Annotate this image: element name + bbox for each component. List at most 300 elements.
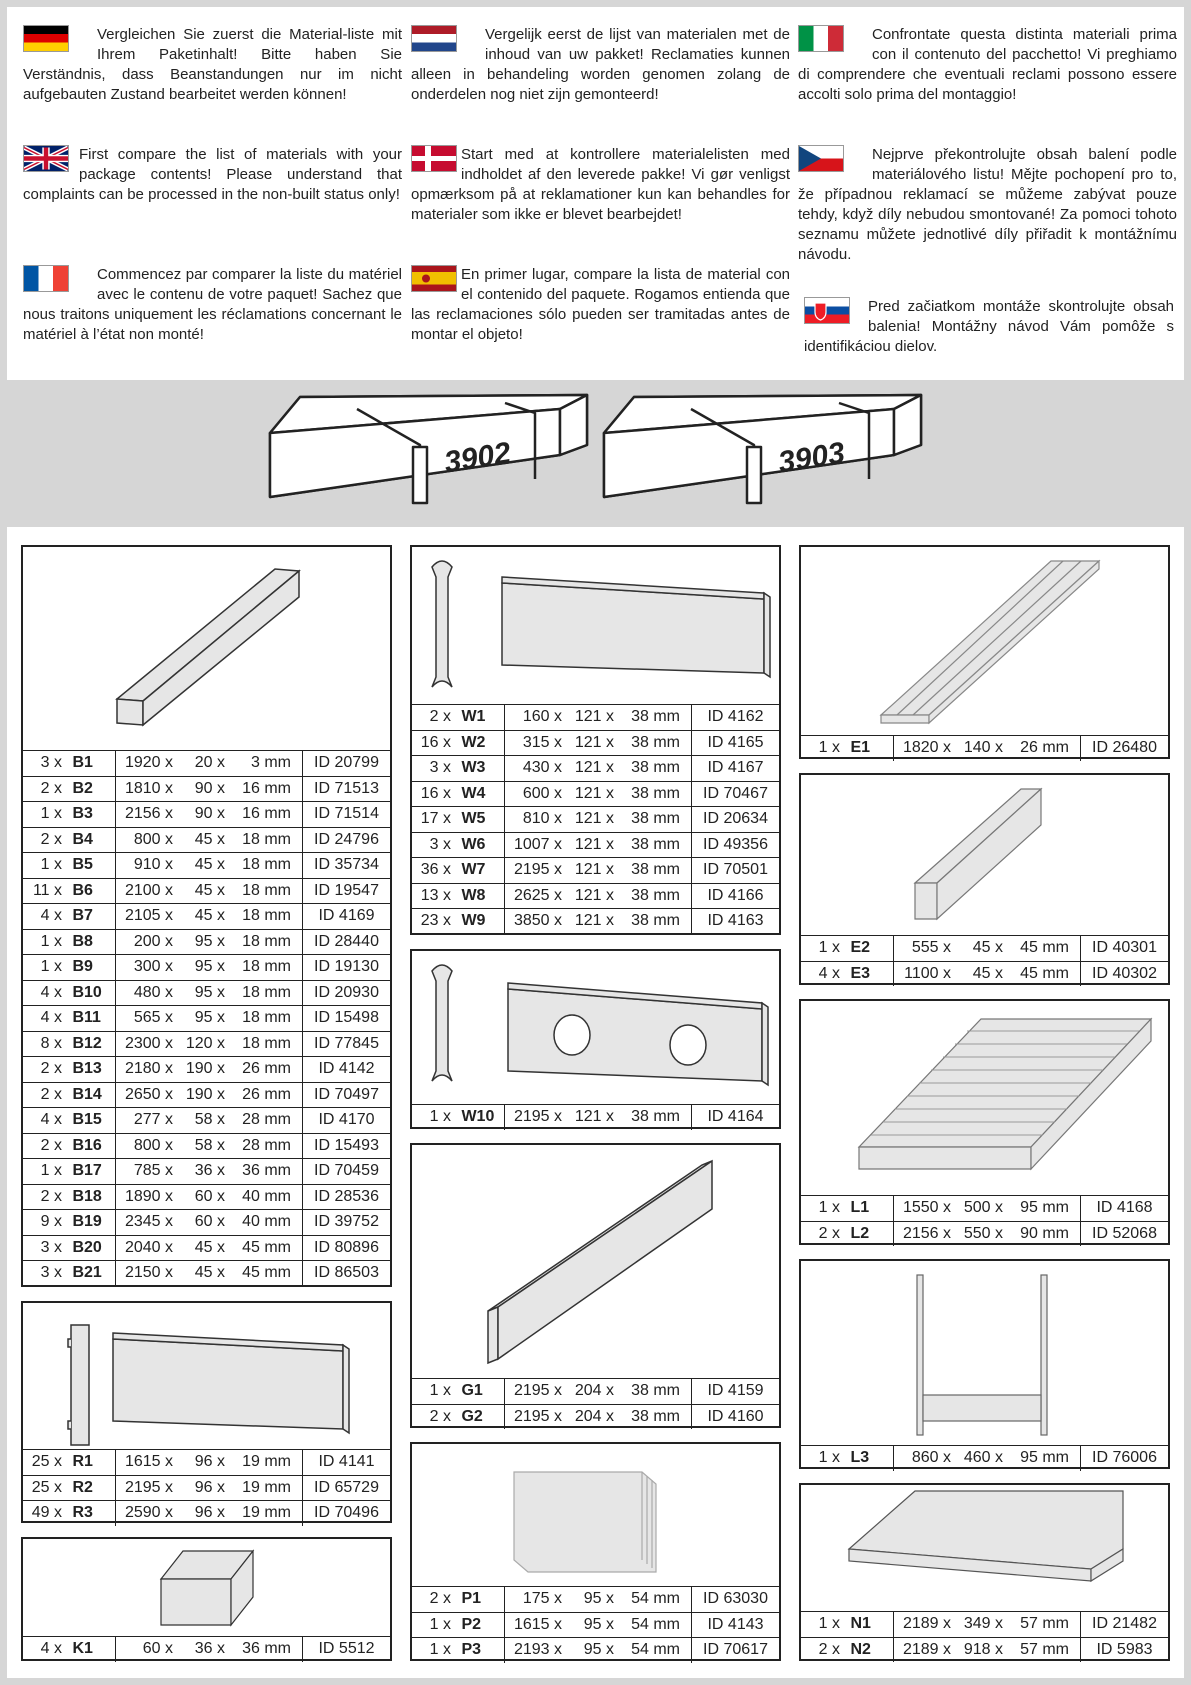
- part-id: ID 39752: [303, 1210, 391, 1236]
- part-code: E1: [850, 739, 871, 757]
- part-width: 460 x: [963, 1449, 1003, 1467]
- notice-text: Confrontate questa distinta materiali prima con il contenuto del pacchetto! Vi preghiamo di comprendere che eventuali reclami possono essere accolti solo prima del montaggio!: [798, 26, 1177, 103]
- part-qty: 2 x: [40, 1085, 62, 1103]
- part-image-b: [23, 547, 390, 751]
- part-row: [412, 705, 779, 730]
- part-code: B1: [72, 754, 93, 772]
- part-thickness: 54 mm: [631, 1641, 680, 1659]
- part-code: W1: [461, 708, 486, 726]
- part-thickness: 26 mm: [242, 1060, 291, 1078]
- part-qty: 2 x: [818, 1640, 840, 1658]
- part-length: 1550 x: [902, 1199, 951, 1217]
- part-thickness: 95 mm: [1020, 1449, 1069, 1467]
- part-row: [23, 751, 390, 776]
- part-id: ID 80896: [303, 1235, 391, 1261]
- part-qty: 8 x: [40, 1034, 62, 1052]
- part-code: G2: [461, 1407, 483, 1425]
- part-qty: 4 x: [40, 983, 62, 1001]
- part-qty-code: [412, 1404, 505, 1429]
- part-length: 800 x: [133, 1136, 173, 1154]
- part-qty: 2 x: [40, 1136, 62, 1154]
- part-qty-code: [801, 961, 894, 986]
- part-id: ID 4143: [692, 1612, 780, 1638]
- part-id: ID 4164: [692, 1105, 780, 1130]
- part-image-l: [801, 1001, 1168, 1196]
- part-dimensions: [116, 853, 303, 879]
- part-width: 45 x: [194, 1238, 225, 1256]
- part-qty-code: [23, 1235, 116, 1261]
- part-dimensions: [116, 1159, 303, 1185]
- part-qty-code: [412, 1638, 505, 1663]
- part-length: 2195 x: [513, 1382, 562, 1400]
- part-qty: 1 x: [40, 1162, 62, 1180]
- part-id: ID 52068: [1081, 1221, 1169, 1246]
- part-qty: 1 x: [818, 1615, 840, 1633]
- part-qty-code: [801, 1196, 894, 1221]
- part-qty-code: [412, 858, 505, 884]
- gb-flag-icon: [23, 145, 69, 172]
- part-width: 95 x: [194, 983, 225, 1001]
- package-box-2: [604, 395, 921, 503]
- part-group-r: [21, 1301, 392, 1523]
- part-dimensions: [505, 832, 692, 858]
- part-row: [412, 756, 779, 782]
- part-thickness: 36 mm: [242, 1162, 291, 1180]
- part-row: [412, 883, 779, 909]
- part-length: 1920 x: [124, 754, 173, 772]
- part-width: 45 x: [194, 856, 225, 874]
- part-qty: 2 x: [40, 1060, 62, 1078]
- part-qty-code: [23, 1006, 116, 1032]
- part-dimensions: [116, 1235, 303, 1261]
- part-length: 1007 x: [513, 835, 562, 853]
- part-dimensions: [116, 1475, 303, 1501]
- part-thickness: 38 mm: [631, 733, 680, 751]
- part-qty-code: [412, 807, 505, 833]
- part-code: P2: [461, 1615, 482, 1633]
- part-dimensions: [116, 980, 303, 1006]
- part-code: B16: [72, 1136, 102, 1154]
- part-thickness: 38 mm: [631, 835, 680, 853]
- part-thickness: 57 mm: [1020, 1640, 1069, 1658]
- part-dimensions: [116, 1210, 303, 1236]
- part-dimensions: [116, 1501, 303, 1526]
- part-width: 550 x: [963, 1224, 1003, 1242]
- part-length: 60 x: [142, 1640, 173, 1658]
- part-length: 2345 x: [124, 1213, 173, 1231]
- part-qty: 3 x: [40, 1264, 62, 1282]
- part-dimensions: [116, 904, 303, 930]
- part-length: 200 x: [133, 932, 173, 950]
- part-image-e1: [801, 547, 1168, 736]
- part-qty-code: [412, 1105, 505, 1130]
- part-qty: 1 x: [429, 1108, 451, 1126]
- part-width: 121 x: [574, 759, 614, 777]
- part-qty: 11 x: [32, 881, 62, 899]
- part-dimensions: [894, 1446, 1081, 1471]
- part-row: [23, 878, 390, 904]
- part-length: 600 x: [522, 784, 562, 802]
- part-qty-code: [412, 832, 505, 858]
- part-thickness: 54 mm: [631, 1615, 680, 1633]
- parts-table: [801, 1446, 1168, 1471]
- part-width: 500 x: [963, 1199, 1003, 1217]
- part-thickness: 38 mm: [631, 861, 680, 879]
- part-row: [23, 904, 390, 930]
- part-length: 2195 x: [513, 1108, 562, 1126]
- part-dimensions: [505, 1105, 692, 1130]
- part-group-l3: [799, 1259, 1170, 1469]
- part-length: 1820 x: [902, 739, 951, 757]
- part-image-r: [23, 1303, 390, 1450]
- part-code: B2: [72, 779, 93, 797]
- part-qty-code: [23, 751, 116, 776]
- part-image-p: [412, 1444, 779, 1587]
- part-qty: 1 x: [40, 856, 62, 874]
- part-width: 45 x: [972, 964, 1003, 982]
- part-code: P1: [461, 1590, 482, 1608]
- part-code: B6: [72, 881, 93, 899]
- part-qty: 2 x: [429, 1590, 451, 1608]
- part-qty-code: [23, 1261, 116, 1286]
- part-qty: 1 x: [40, 932, 62, 950]
- it-flag-icon: [798, 25, 844, 52]
- part-dimensions: [116, 1133, 303, 1159]
- part-width: 121 x: [574, 784, 614, 802]
- part-dimensions: [116, 776, 303, 802]
- part-qty: 1 x: [818, 739, 840, 757]
- part-qty: 17 x: [420, 810, 451, 828]
- part-code: E3: [850, 964, 871, 982]
- part-image-w10: [412, 951, 779, 1105]
- part-image-e: [801, 775, 1168, 936]
- part-row: [23, 1031, 390, 1057]
- part-id: ID 19130: [303, 955, 391, 981]
- part-row: [23, 1501, 390, 1526]
- part-qty-code: [23, 980, 116, 1006]
- part-row: [412, 807, 779, 833]
- part-length: 2625 x: [513, 886, 562, 904]
- part-id: ID 5512: [303, 1637, 391, 1662]
- part-dimensions: [505, 705, 692, 730]
- part-qty: 25 x: [31, 1478, 62, 1496]
- part-width: 58 x: [194, 1136, 225, 1154]
- part-width: 120 x: [185, 1034, 225, 1052]
- part-qty-code: [801, 1637, 894, 1662]
- part-code: G1: [461, 1382, 483, 1400]
- part-width: 140 x: [963, 739, 1003, 757]
- part-thickness: 19 mm: [242, 1453, 291, 1471]
- part-id: ID 65729: [303, 1475, 391, 1501]
- part-width: 204 x: [574, 1407, 614, 1425]
- part-code: W10: [461, 1108, 495, 1126]
- part-qty: 4 x: [818, 964, 840, 982]
- part-length: 1810 x: [124, 779, 173, 797]
- part-code: B3: [72, 805, 93, 823]
- part-dimensions: [116, 929, 303, 955]
- part-group-e: [799, 773, 1170, 985]
- part-width: 95 x: [583, 1615, 614, 1633]
- part-row: [23, 1057, 390, 1083]
- part-width: 121 x: [574, 810, 614, 828]
- notice-text: Commencez par comparer la liste du matériel avec le contenu de votre paquet! Sachez que nous traitons uniquement les réclamations concernant le matériel à l’état non monté!: [23, 266, 402, 343]
- notice-cz: [798, 145, 1177, 265]
- part-width: 349 x: [963, 1615, 1003, 1633]
- part-length: 1890 x: [124, 1187, 173, 1205]
- part-thickness: 18 mm: [242, 1034, 291, 1052]
- part-qty: 1 x: [429, 1382, 451, 1400]
- part-length: 2156 x: [902, 1224, 951, 1242]
- part-length: 1615 x: [124, 1453, 173, 1471]
- part-dimensions: [116, 751, 303, 776]
- part-id: ID 4165: [692, 730, 780, 756]
- parts-table: [801, 1196, 1168, 1246]
- part-code: B15: [72, 1111, 102, 1129]
- part-dimensions: [505, 1404, 692, 1429]
- part-qty-code: [801, 936, 894, 961]
- part-thickness: 38 mm: [631, 1382, 680, 1400]
- part-dimensions: [505, 756, 692, 782]
- part-id: ID 49356: [692, 832, 780, 858]
- part-length: 2040 x: [124, 1238, 173, 1256]
- part-row: [23, 1184, 390, 1210]
- part-row: [23, 1235, 390, 1261]
- part-qty-code: [23, 1108, 116, 1134]
- part-width: 190 x: [185, 1085, 225, 1103]
- notice-panel: [7, 7, 1184, 380]
- package-number: 3903: [775, 436, 848, 480]
- parts-table: [412, 1587, 779, 1663]
- part-thickness: 18 mm: [242, 856, 291, 874]
- parts-table: [23, 751, 390, 1286]
- part-qty-code: [23, 1637, 116, 1662]
- part-code: W8: [461, 886, 486, 904]
- part-row: [23, 827, 390, 853]
- part-code: W4: [461, 784, 486, 802]
- part-image-g: [412, 1145, 779, 1379]
- part-row: [23, 1450, 390, 1475]
- part-code: B9: [72, 958, 93, 976]
- part-row: [412, 1587, 779, 1612]
- part-qty: 23 x: [420, 912, 451, 930]
- part-qty-code: [23, 1210, 116, 1236]
- part-thickness: 18 mm: [242, 983, 291, 1001]
- notice-gb: [23, 145, 402, 205]
- notice-it: [798, 25, 1177, 105]
- part-length: 160 x: [522, 708, 562, 726]
- part-thickness: 38 mm: [631, 886, 680, 904]
- part-thickness: 18 mm: [242, 907, 291, 925]
- part-thickness: 18 mm: [242, 932, 291, 950]
- package-illustration: [0, 385, 1191, 525]
- notice-nl: [411, 25, 790, 105]
- part-thickness: 19 mm: [242, 1478, 291, 1496]
- part-code: W6: [461, 835, 486, 853]
- part-dimensions: [894, 1612, 1081, 1637]
- part-code: L3: [850, 1449, 870, 1467]
- part-qty: 4 x: [40, 1111, 62, 1129]
- part-length: 315 x: [522, 733, 562, 751]
- part-group-w: [410, 545, 781, 935]
- part-id: ID 4162: [692, 705, 780, 730]
- part-id: ID 4166: [692, 883, 780, 909]
- part-id: ID 86503: [303, 1261, 391, 1286]
- part-dimensions: [116, 1261, 303, 1286]
- part-id: ID 71513: [303, 776, 391, 802]
- part-dimensions: [116, 1450, 303, 1475]
- part-width: 90 x: [194, 779, 225, 797]
- part-width: 121 x: [574, 861, 614, 879]
- part-qty-code: [23, 1475, 116, 1501]
- part-row: [23, 1475, 390, 1501]
- part-dimensions: [116, 1184, 303, 1210]
- part-length: 2105 x: [124, 907, 173, 925]
- part-code: B4: [72, 830, 93, 848]
- part-id: ID 19547: [303, 878, 391, 904]
- part-length: 810 x: [522, 810, 562, 828]
- part-code: W9: [461, 912, 486, 930]
- part-row: [23, 955, 390, 981]
- part-dimensions: [116, 827, 303, 853]
- part-row: [801, 961, 1168, 986]
- part-id: ID 4168: [1081, 1196, 1169, 1221]
- part-group-p: [410, 1442, 781, 1661]
- part-code: B8: [72, 932, 93, 950]
- part-length: 480 x: [133, 983, 173, 1001]
- part-length: 2193 x: [513, 1641, 562, 1659]
- part-row: [23, 1637, 390, 1662]
- part-thickness: 95 mm: [1020, 1199, 1069, 1217]
- part-width: 95 x: [194, 958, 225, 976]
- part-row: [23, 929, 390, 955]
- part-dimensions: [505, 1638, 692, 1663]
- part-code: N1: [850, 1615, 871, 1633]
- part-row: [412, 1612, 779, 1638]
- part-thickness: 18 mm: [242, 1009, 291, 1027]
- part-group-k: [21, 1537, 392, 1661]
- part-row: [23, 802, 390, 828]
- part-width: 95 x: [583, 1590, 614, 1608]
- part-width: 121 x: [574, 886, 614, 904]
- part-length: 277 x: [133, 1111, 173, 1129]
- part-width: 20 x: [194, 754, 225, 772]
- part-dimensions: [116, 955, 303, 981]
- part-code: R1: [72, 1453, 93, 1471]
- part-width: 60 x: [194, 1213, 225, 1231]
- part-id: ID 26480: [1081, 736, 1169, 761]
- notice-text: Start med at kontrollere materialelisten med indholdet af den leverede pakke! Vi gør venligst opmærksom på at reklamationer kun kan behandles for materialer som ikke er blevet bearbejdet!: [411, 146, 790, 223]
- part-dimensions: [505, 909, 692, 934]
- part-dimensions: [505, 807, 692, 833]
- part-length: 800 x: [133, 830, 173, 848]
- notice-text: Vergleichen Sie zuerst die Material-liste mit Ihrem Paketinhalt! Bitte haben Sie Verständnis, dass Beanstandungen nur im nicht aufgebauten Zustand bearbeitet werden können!: [23, 26, 402, 103]
- part-qty: 1 x: [40, 958, 62, 976]
- part-dimensions: [894, 1221, 1081, 1246]
- part-code: B18: [72, 1187, 102, 1205]
- es-flag-icon: [411, 265, 457, 292]
- part-dimensions: [894, 1637, 1081, 1662]
- part-length: 1615 x: [513, 1615, 562, 1633]
- part-dimensions: [505, 781, 692, 807]
- part-width: 45 x: [194, 830, 225, 848]
- part-id: ID 35734: [303, 853, 391, 879]
- part-row: [23, 1006, 390, 1032]
- de-flag-icon: [23, 25, 69, 52]
- part-qty-code: [23, 853, 116, 879]
- package-box-1: [270, 395, 587, 503]
- part-qty: 3 x: [429, 759, 451, 777]
- part-qty: 16 x: [420, 784, 451, 802]
- part-row: [801, 1637, 1168, 1662]
- part-id: ID 15493: [303, 1133, 391, 1159]
- part-group-l: [799, 999, 1170, 1245]
- part-code: P3: [461, 1641, 482, 1659]
- part-width: 204 x: [574, 1382, 614, 1400]
- part-qty: 2 x: [429, 708, 451, 726]
- part-qty-code: [23, 904, 116, 930]
- part-thickness: 18 mm: [242, 881, 291, 899]
- part-width: 95 x: [583, 1641, 614, 1659]
- part-id: ID 4159: [692, 1379, 780, 1404]
- part-thickness: 16 mm: [242, 805, 291, 823]
- part-id: ID 70497: [303, 1082, 391, 1108]
- notice-text: Pred začiatkom montáže skontrolujte obsah balenia! Montážny návod Vám pomôže s identifikáciou dielov.: [804, 298, 1174, 355]
- part-id: ID 70617: [692, 1638, 780, 1663]
- part-qty-code: [23, 1133, 116, 1159]
- part-group-b: [21, 545, 392, 1287]
- part-thickness: 26 mm: [1020, 739, 1069, 757]
- part-code: L2: [850, 1224, 870, 1242]
- part-thickness: 19 mm: [242, 1504, 291, 1522]
- part-qty-code: [412, 781, 505, 807]
- part-id: ID 4167: [692, 756, 780, 782]
- part-id: ID 70467: [692, 781, 780, 807]
- parts-table: [412, 1105, 779, 1130]
- part-qty-code: [412, 705, 505, 730]
- parts-table: [23, 1450, 390, 1526]
- part-id: ID 4163: [692, 909, 780, 934]
- part-dimensions: [894, 1196, 1081, 1221]
- part-length: 785 x: [133, 1162, 173, 1180]
- dk-flag-icon: [411, 145, 457, 172]
- part-qty: 3 x: [40, 754, 62, 772]
- part-dimensions: [116, 1006, 303, 1032]
- part-thickness: 38 mm: [631, 708, 680, 726]
- part-dimensions: [505, 1587, 692, 1612]
- part-thickness: 45 mm: [1020, 964, 1069, 982]
- part-qty-code: [412, 1612, 505, 1638]
- part-code: W7: [461, 861, 486, 879]
- part-group-e1: [799, 545, 1170, 759]
- part-qty-code: [412, 756, 505, 782]
- part-length: 175 x: [522, 1590, 562, 1608]
- part-length: 2195 x: [124, 1478, 173, 1496]
- part-id: ID 70459: [303, 1159, 391, 1185]
- part-qty: 36 x: [420, 861, 451, 879]
- part-qty-code: [801, 1221, 894, 1246]
- notice-text: Vergelijk eerst de lijst van materialen met de inhoud van uw pakket! Reclamaties kunnen alleen in behandeling worden genomen zolang de onderdelen nog niet zijn gemonteerd!: [411, 26, 790, 103]
- part-dimensions: [505, 858, 692, 884]
- part-width: 918 x: [963, 1640, 1003, 1658]
- part-thickness: 18 mm: [242, 830, 291, 848]
- notice-sk: [804, 297, 1174, 357]
- part-width: 36 x: [194, 1162, 225, 1180]
- part-qty: 2 x: [818, 1224, 840, 1242]
- part-code: R3: [72, 1504, 93, 1522]
- part-width: 190 x: [185, 1060, 225, 1078]
- part-qty-code: [23, 776, 116, 802]
- part-qty-code: [23, 1057, 116, 1083]
